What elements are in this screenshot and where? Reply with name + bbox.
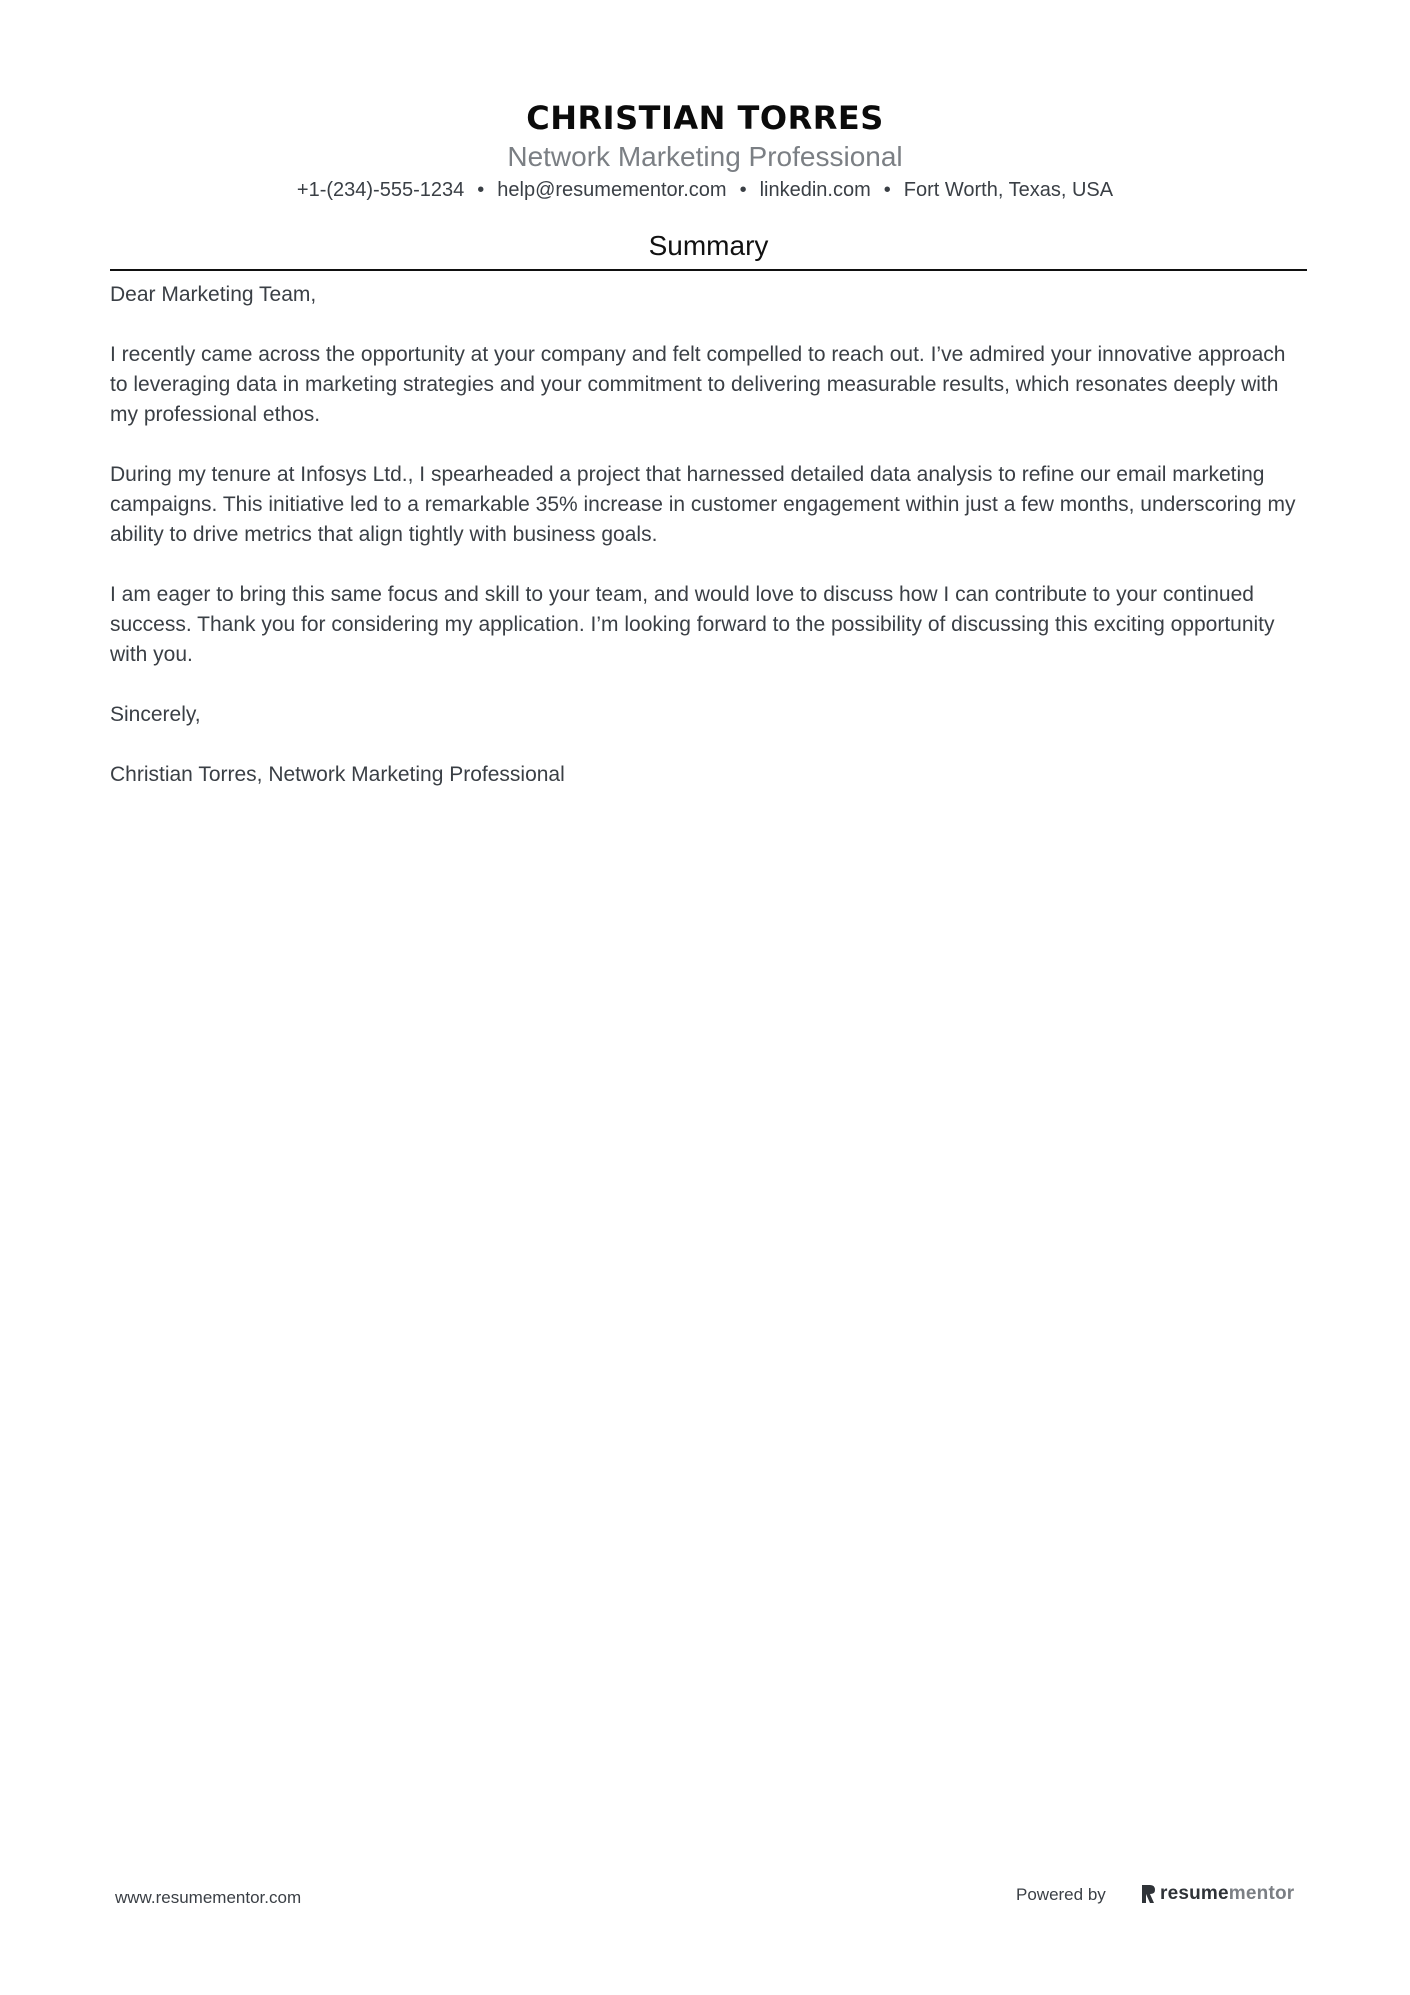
letter-greeting: Dear Marketing Team, [110,283,317,306]
candidate-role: Network Marketing Professional [507,141,903,172]
section-divider [110,269,1307,271]
section-title-summary: Summary [648,230,769,261]
letter-paragraph: I am eager to bring this same focus and skill to your team, and would love to discuss how I can contribute to your continued success. Thank you for considering my application. I’m looking forward to the possibility of discussing this exciting opportunity with you. [110,583,1275,666]
letter-paragraph: During my tenure at Infosys Ltd., I spearheaded a project that harnessed detailed data analysis to refine our email marketing campaigns. This initiative led to a remarkable 35% increase in customer engagement within just a few months, underscoring my ability to drive metrics that align tightly with business goals. [110,463,1296,546]
resumementor-logo-icon [1140,1883,1156,1905]
footer-url-link[interactable]: www.resumementor.com [115,1888,302,1907]
letter-paragraph: I recently came across the opportunity at your company and felt compelled to reach out. I’ve admired your innovative approach to leveraging data in marketing strategies and your commitment to delivering measurable results, which resonates deeply with my professional ethos. [110,343,1286,426]
letter-signature: Christian Torres, Network Marketing Professional [110,763,565,786]
contact-email[interactable]: help@resumementor.com [497,179,727,201]
contact-line [0,176,1410,204]
powered-by-label: Powered by [1016,1885,1106,1904]
contact-phone: +1-(234)-555-1234 [296,179,465,201]
contact-linkedin[interactable]: linkedin.com [759,179,871,201]
separator-dot: • [883,179,891,201]
letter-closing: Sincerely, [110,703,201,726]
resume-header [0,96,1410,204]
candidate-name: CHRISTIAN TORRES [526,99,884,137]
brand-wordmark: resumementor [1160,1883,1295,1904]
separator-dot: • [477,179,485,201]
separator-dot: • [739,179,747,201]
brand-logo[interactable] [1140,1880,1294,1908]
letter-body [110,280,1307,820]
contact-location: Fort Worth, Texas, USA [903,179,1114,201]
